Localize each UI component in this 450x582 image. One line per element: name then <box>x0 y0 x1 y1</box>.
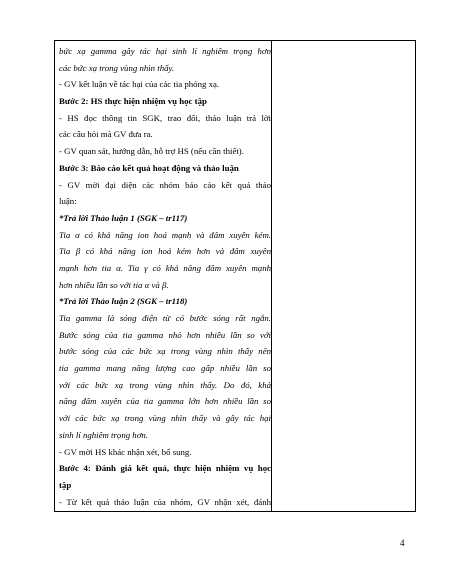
text-line: mạnh hơn tia α. Tia γ có khả năng đâm xuyên mạnh <box>59 262 271 273</box>
text-line: *Trả lời Thảo luận 2 (SGK – tr118) <box>59 296 188 307</box>
text-line: các câu hỏi mà GV đưa ra. <box>59 129 153 140</box>
text-line: Bước 4: Đánh giá kết quả, thực hiện nhiệm vụ học <box>59 463 271 474</box>
text-line: bước sóng của các bức xạ trong vùng nhìn thấy nên <box>59 346 271 357</box>
text-line: tập <box>59 479 72 490</box>
text-line: tia gamma mang năng lượng cao gấp nhiều lần so <box>59 363 271 374</box>
text-line: Tia α có khả năng ion hoá mạnh và đâm xuyên kém. <box>59 229 271 240</box>
text-line: Tia gamma là sóng điện từ có bước sóng rất ngắn. <box>59 313 271 323</box>
text-line: năng đâm xuyên của tia gamma lớn hơn nhiều lần so <box>59 396 271 407</box>
text-line: - GV kết luận về tác hại của các tia phóng xạ. <box>59 79 220 90</box>
text-line: - GV quan sát, hướng dẫn, hỗ trợ HS (nếu cần thiết). <box>59 146 244 157</box>
text-line: Tia β có khả năng ion hoá kém hơn và đâm xuyên <box>59 246 271 257</box>
column-divider <box>271 41 272 511</box>
text-line: hơn nhiều lần so với tia α và β. <box>59 279 169 290</box>
text-line: Bước 3: Báo cáo kết quả hoạt động và thảo luận <box>59 162 239 173</box>
text-line: - GV mời đại diện các nhóm báo cáo kết quả thảo <box>59 179 271 190</box>
text-line: *Trả lời Thảo luận 1 (SGK – tr117) <box>59 212 188 223</box>
text-line: - HS đọc thông tin SGK, trao đổi, thảo luận trả lời <box>59 112 271 123</box>
text-line: với các bức xạ trong vùng nhìn thấy. Do đó, khả <box>59 379 271 390</box>
text-line: bức xạ gamma gây tác hại sinh lí nghiêm trọng hơn <box>59 46 271 56</box>
text-line: các bức xạ trong vùng nhìn thấy. <box>59 62 175 73</box>
text-line: Bước 2: HS thực hiện nhiệm vụ học tập <box>59 96 207 107</box>
text-line: sinh lí nghiêm trọng hơn. <box>59 429 148 440</box>
text-line: - Từ kết quả thảo luận của nhóm, GV nhận xét, đánh <box>59 496 271 507</box>
text-line: luận: <box>59 196 77 207</box>
text-line: Bước sóng của tia gamma nhỏ hơn nhiều lần so với <box>59 329 271 340</box>
content-table <box>54 40 416 512</box>
text-line: - GV mời HS khác nhận xét, bổ sung. <box>59 446 192 457</box>
left-column-text <box>59 43 271 510</box>
text-line: với các bức xạ trong vùng nhìn thấy và gây tác hại <box>59 413 271 424</box>
page-number: 4 <box>400 538 405 548</box>
